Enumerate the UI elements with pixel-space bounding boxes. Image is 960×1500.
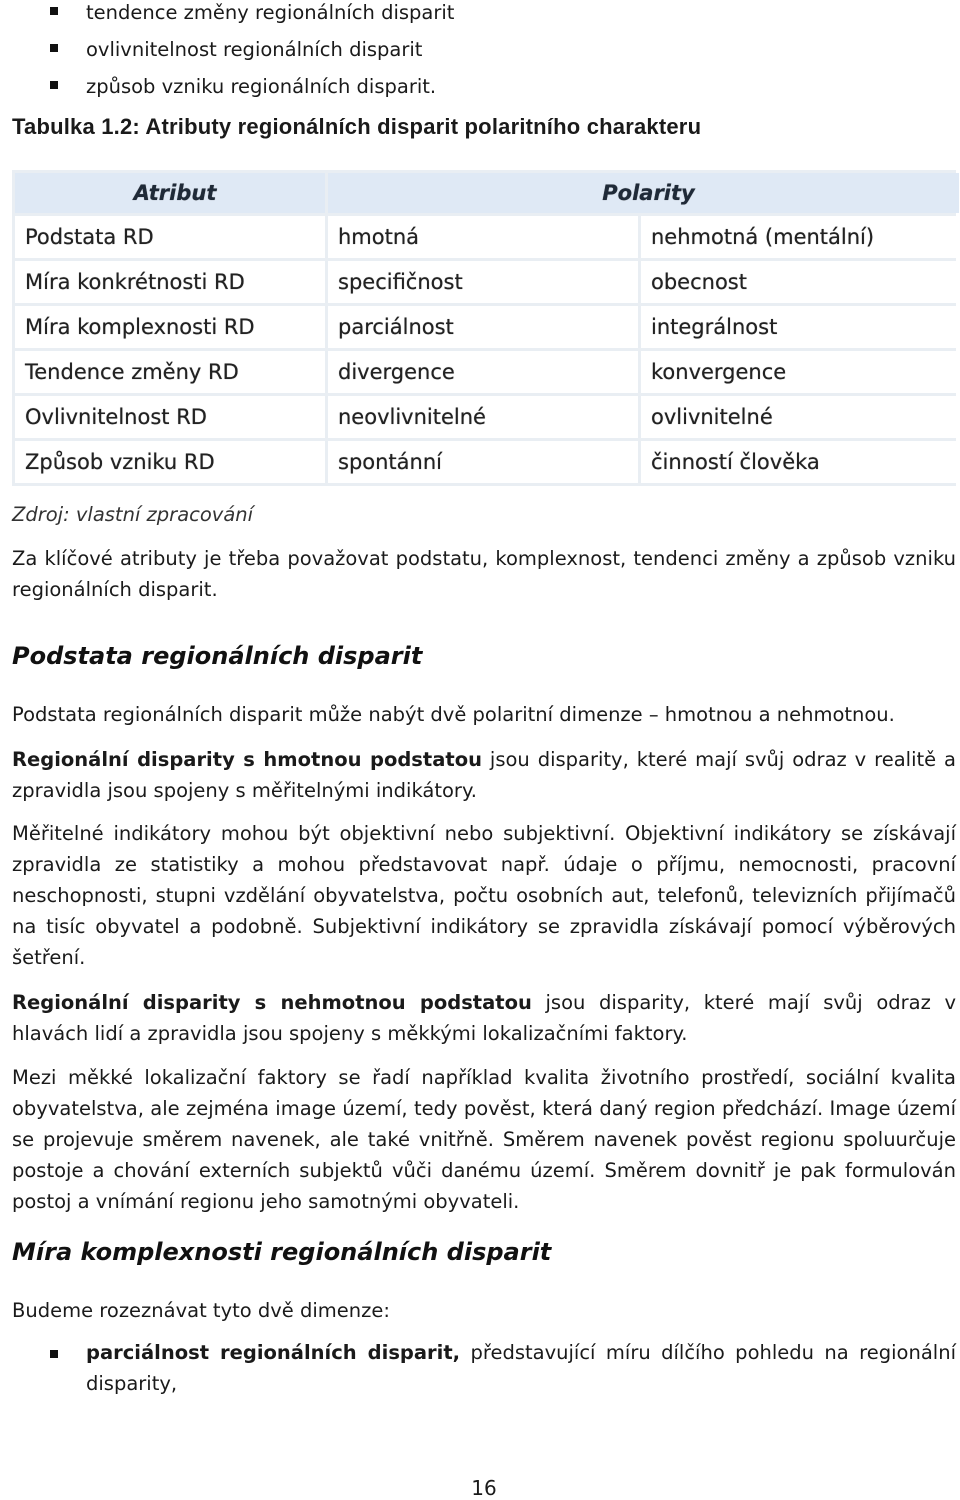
table-cell: neovlivnitelné xyxy=(328,396,638,438)
header-polarity: Polarity xyxy=(328,173,959,213)
paragraph: Budeme rozeznávat tyto dvě dimenze: xyxy=(12,1299,390,1322)
table-cell: Míra komplexnosti RD xyxy=(15,306,325,348)
paragraph: Podstata regionálních disparit může nabýt dvě polaritní dimenze – hmotnou a nehmotnou. xyxy=(12,703,895,726)
list-item: tendence změny regionálních disparit xyxy=(12,0,454,31)
table-cell: parciálnost xyxy=(328,306,638,348)
table-cell: Tendence změny RD xyxy=(15,351,325,393)
paragraph xyxy=(12,987,956,1049)
paragraph-text: jsou disparity, které mají svůj odraz v hlavách lidí a zpravidla jsou spojeny s měkkými lokalizačními faktory. xyxy=(12,991,956,1045)
list-item-text: představující míru dílčího pohledu na regionální disparity, xyxy=(86,1341,956,1395)
table-caption: Tabulka 1.2: Atributy regionálních disparit polaritního charakteru xyxy=(12,114,702,139)
table-cell: Podstata RD xyxy=(15,216,325,258)
attribute-table-image xyxy=(12,170,956,486)
paragraph-block xyxy=(12,987,956,1049)
table-cell: integrálnost xyxy=(641,306,959,348)
section-title-podstata: Podstata regionálních disparit xyxy=(12,642,423,670)
table-header-row xyxy=(15,173,959,213)
list-item xyxy=(12,1337,956,1399)
paragraph-block xyxy=(12,744,956,806)
table-cell: konvergence xyxy=(641,351,959,393)
dimension-bullet-list xyxy=(12,1337,956,1399)
bold-term: Regionální disparity s nehmotnou podstatou xyxy=(12,991,532,1014)
key-attributes-paragraph xyxy=(12,543,956,605)
paragraph-block xyxy=(12,818,956,973)
paragraph-block xyxy=(12,1295,956,1326)
paragraph-block xyxy=(12,699,956,730)
table-cell: Míra konkrétnosti RD xyxy=(15,261,325,303)
table-cell: hmotná xyxy=(328,216,638,258)
table-cell: nehmotná (mentální) xyxy=(641,216,959,258)
paragraph: Měřitelné indikátory mohou být objektivní nebo subjektivní. Objektivní indikátory se získávají zpravidla ze statistiky a mohou představovat např. údaje o příjmu, nemocnosti, pracovní neschopnosti, stupni vzdělání obyvatelstva, počtu osobních aut, telefonů, televizních přijímačů na tisíc obyvatel a podobně. Subjektivní indikátory se zpravidla získávají pomocí výběrových šetření. xyxy=(12,822,956,969)
paragraph: Za klíčové atributy je třeba považovat podstatu, komplexnost, tendenci změny a způsob vzniku regionálních disparit. xyxy=(12,547,956,601)
section-title-komplexnost: Míra komplexnosti regionálních disparit xyxy=(12,1238,552,1266)
section-heading xyxy=(12,642,956,670)
table-row xyxy=(15,396,959,438)
list-item: způsob vzniku regionálních disparit. xyxy=(12,68,454,105)
paragraph: Mezi měkké lokalizační faktory se řadí například kvalita životního prostředí, sociální kvalita obyvatelstva, ale zejména image území, tedy pověst, která daný region předchází. Image území se projevuje směrem navenek, ale také vnitřně. Směrem navenek pověst regionu spoluurčuje postoje a chování externích subjektů vůči danému území. Směrem dovnitř je pak formulován postoj a vnímání regionu jeho samotnými obyvateli. xyxy=(12,1066,956,1213)
paragraph-text: jsou disparity, které mají svůj odraz v realitě a zpravidla jsou spojeny s měřitelnými indikátory. xyxy=(12,748,957,802)
table-cell: specifičnost xyxy=(328,261,638,303)
table-row xyxy=(15,441,959,483)
bold-term: Regionální disparity s hmotnou podstatou xyxy=(12,748,482,771)
bold-term: parciálnost regionálních disparit, xyxy=(86,1341,461,1364)
table-row xyxy=(15,261,959,303)
page-number: 16 xyxy=(471,1476,497,1500)
table-cell: Způsob vzniku RD xyxy=(15,441,325,483)
table-row xyxy=(15,306,959,348)
table-cell: činností člověka xyxy=(641,441,959,483)
attribute-bullet-list xyxy=(12,0,454,105)
table-cell: Ovlivnitelnost RD xyxy=(15,396,325,438)
table-cell: spontánní xyxy=(328,441,638,483)
header-atribut: Atribut xyxy=(15,173,325,213)
table-source: Zdroj: vlastní zpracování xyxy=(12,503,254,526)
table-cell: ovlivnitelné xyxy=(641,396,959,438)
section-heading xyxy=(12,1238,956,1266)
table-cell: divergence xyxy=(328,351,638,393)
table-row xyxy=(15,216,959,258)
table-cell: obecnost xyxy=(641,261,959,303)
paragraph xyxy=(12,744,956,806)
paragraph-block xyxy=(12,1062,956,1217)
list-item: ovlivnitelnost regionálních disparit xyxy=(12,31,454,68)
table-row xyxy=(15,351,959,393)
attribute-table xyxy=(12,170,960,486)
